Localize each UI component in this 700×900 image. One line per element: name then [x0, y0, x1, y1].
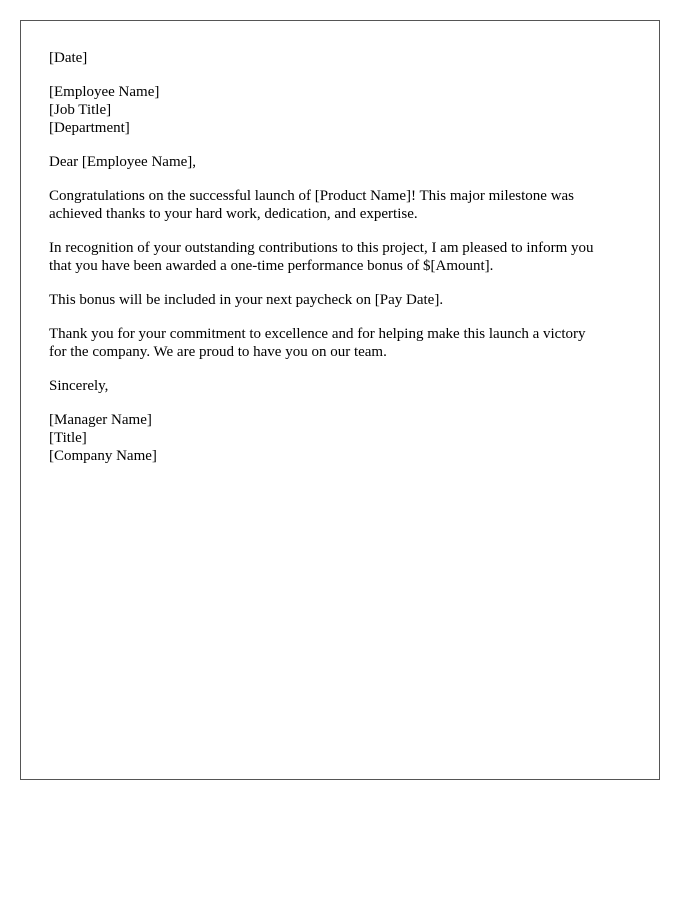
signature-company: [Company Name] — [49, 448, 157, 464]
signature-name: [Manager Name] — [49, 412, 152, 428]
paragraph-line: for the company. We are proud to have you on our team. — [49, 344, 387, 360]
body-paragraph-3 — [49, 291, 631, 309]
salutation — [49, 153, 631, 171]
paragraph-line: Congratulations on the successful launch of [Product Name]! This major milestone was — [49, 188, 575, 204]
recipient-department: [Department] — [49, 120, 130, 136]
salutation-text: Dear [Employee Name], — [49, 154, 197, 170]
signature-block — [49, 411, 631, 465]
closing-text: Sincerely, — [49, 378, 109, 394]
recipient-name: [Employee Name] — [49, 84, 160, 100]
letter-frame — [20, 20, 660, 780]
recipient-block — [49, 83, 631, 137]
paragraph-line: This bonus will be included in your next paycheck on [Pay Date]. — [49, 292, 444, 308]
body-paragraph-2 — [49, 239, 631, 275]
signature-title: [Title] — [49, 430, 87, 446]
closing — [49, 377, 631, 395]
paragraph-line: achieved thanks to your hard work, dedication, and expertise. — [49, 206, 418, 222]
paragraph-line: In recognition of your outstanding contributions to this project, I am pleased to inform you — [49, 240, 594, 256]
date-text: [Date] — [49, 50, 88, 66]
recipient-title: [Job Title] — [49, 102, 112, 118]
body-paragraph-4 — [49, 325, 631, 361]
paragraph-line: Thank you for your commitment to excellence and for helping make this launch a victory — [49, 326, 586, 342]
paragraph-line: that you have been awarded a one-time performance bonus of $[Amount]. — [49, 258, 494, 274]
body-paragraph-1 — [49, 187, 631, 223]
letter-date — [49, 49, 631, 67]
